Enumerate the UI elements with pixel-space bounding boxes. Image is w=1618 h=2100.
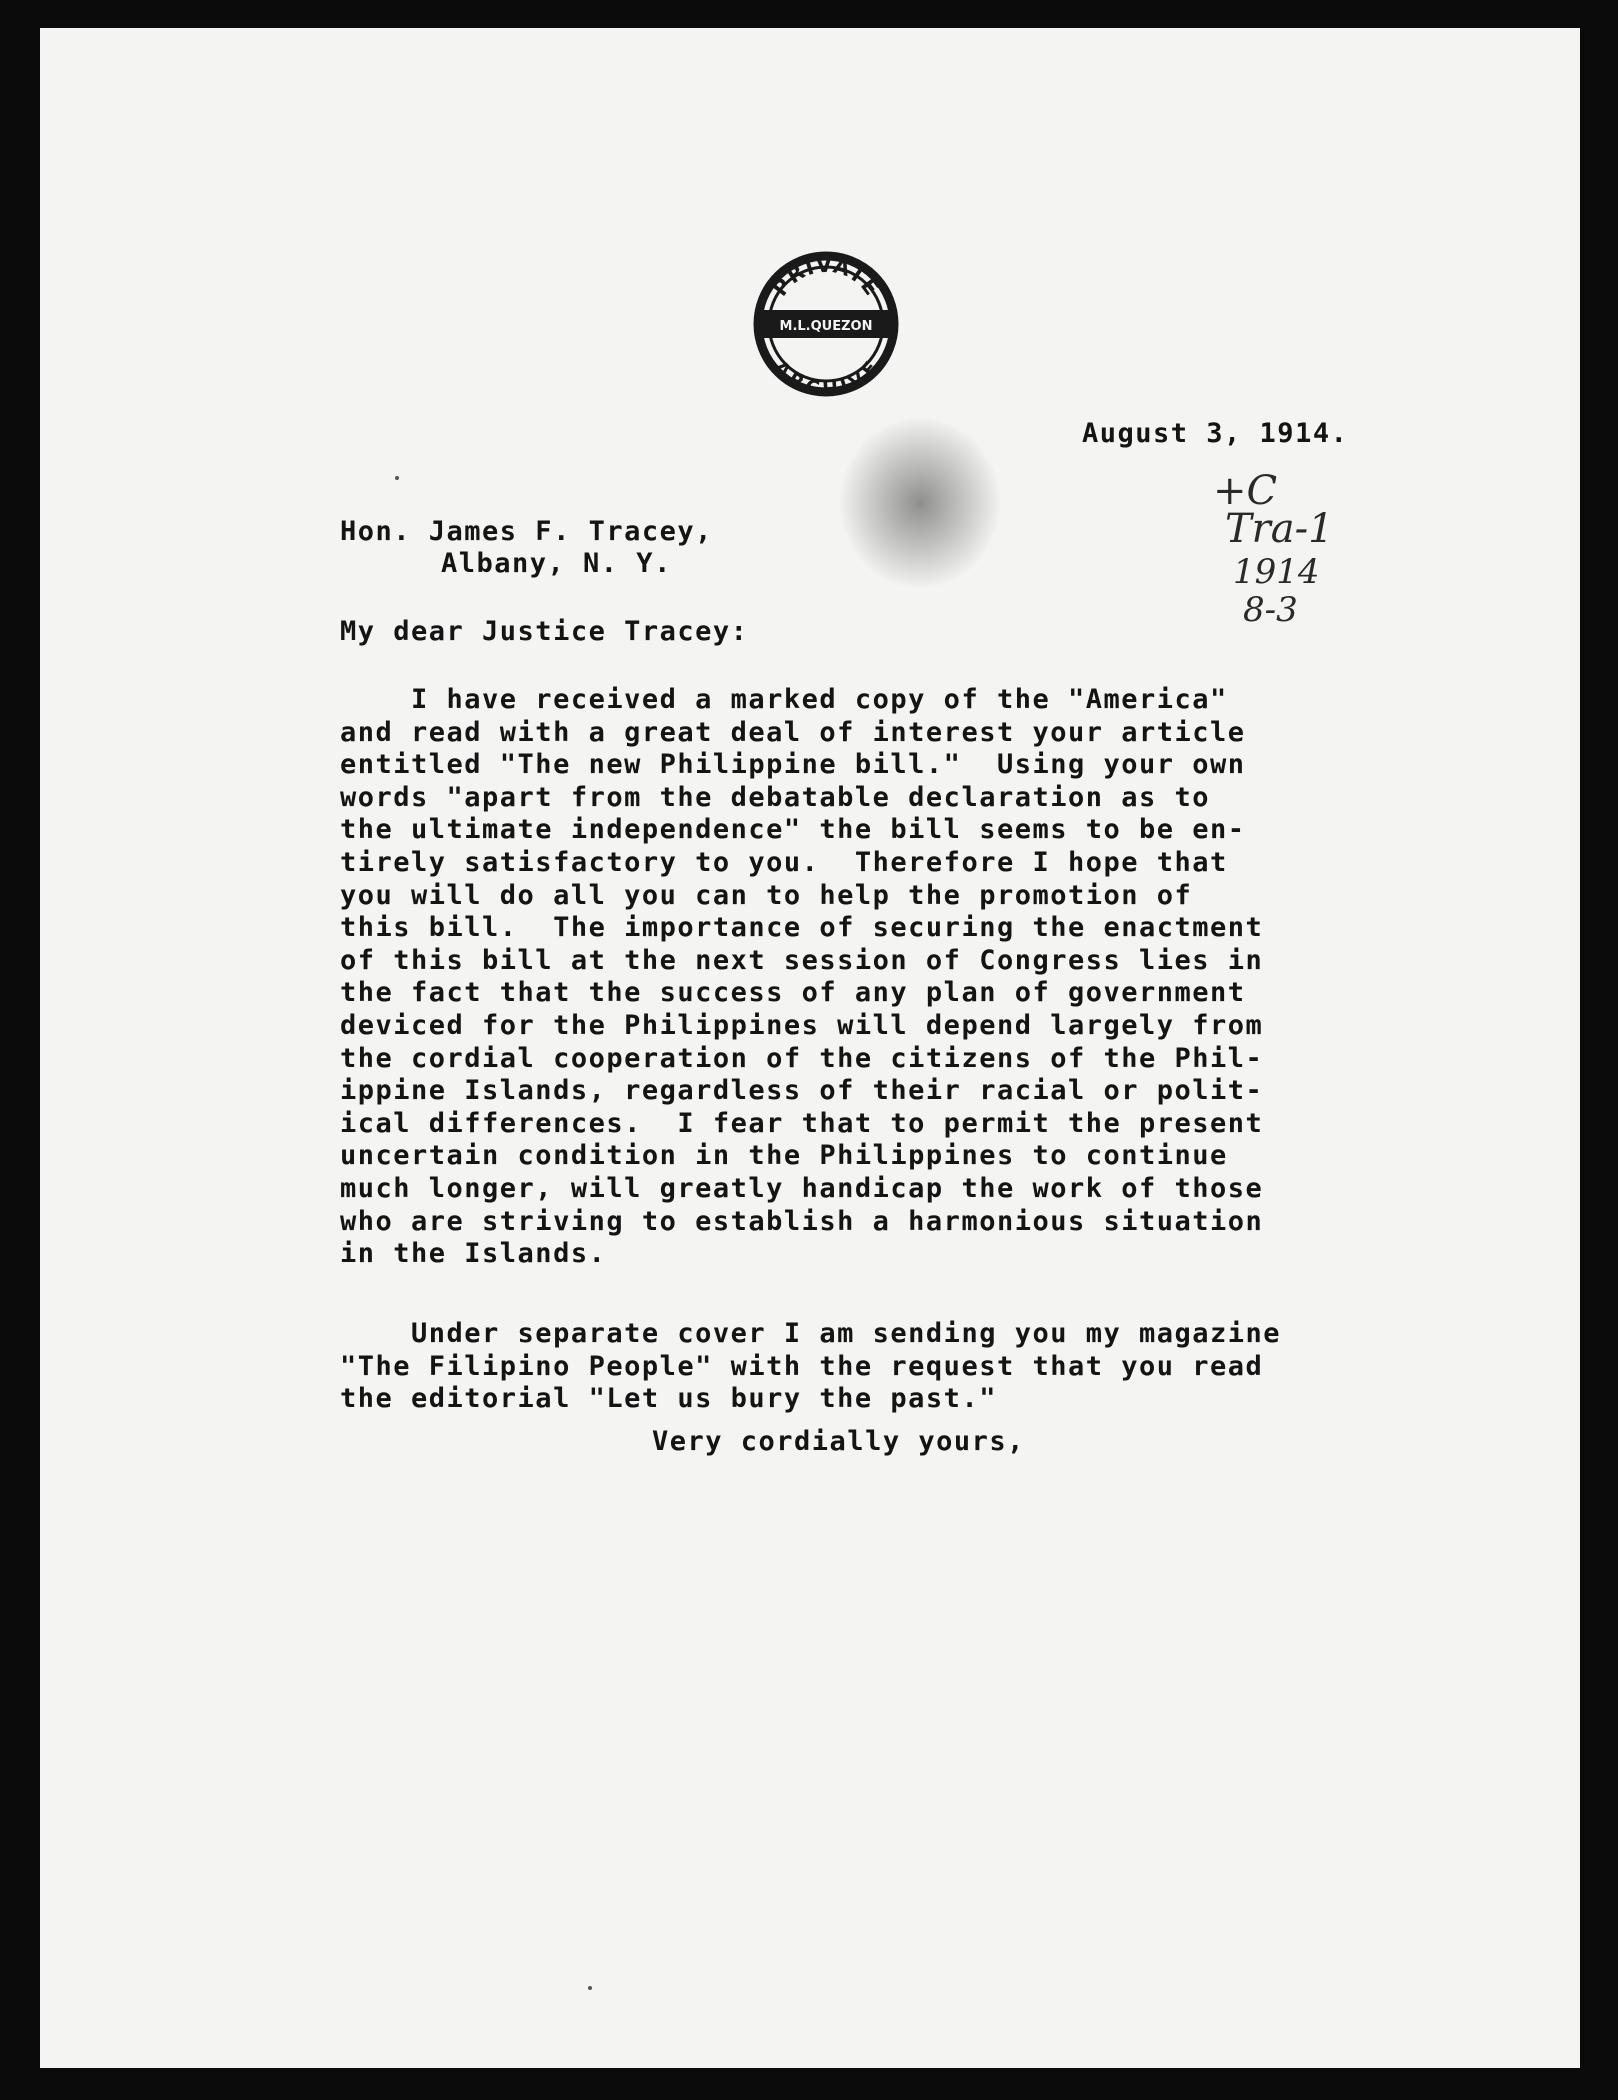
body-paragraph-1 <box>340 684 1263 1271</box>
letter-date: August 3, 1914. <box>1082 418 1349 449</box>
handwritten-line: 8-3 <box>1243 590 1298 630</box>
closing: Very cordially yours, <box>652 1426 1025 1457</box>
archive-stamp <box>752 250 900 398</box>
letter-line: Under separate cover I am sending you my magazine <box>340 1318 1282 1349</box>
letter-line: uncertain condition in the Philippines to continue <box>340 1140 1228 1172</box>
salutation: My dear Justice Tracey: <box>340 616 749 647</box>
handwritten-line: +C <box>1213 468 1278 514</box>
stamp-middle-text: M.L.QUEZON <box>779 319 873 334</box>
letter-line: entitled "The new Philippine bill." Using your own <box>340 749 1246 781</box>
letter-line: the editorial "Let us bury the past." <box>340 1383 997 1415</box>
letter-line: ippine Islands, regardless of their racial or polit- <box>340 1075 1264 1107</box>
body-paragraph-2 <box>340 1318 1281 1416</box>
stamp-top-text: PRIVATE <box>767 252 885 301</box>
letter-line: words "apart from the debatable declaration as to <box>340 781 1211 813</box>
letter-line: "The Filipino People" with the request that you read <box>340 1350 1264 1382</box>
letter-line: and read with a great deal of interest your article <box>340 716 1246 748</box>
letter-line: much longer, will greatly handicap the work of those <box>340 1172 1264 1204</box>
letter-line: you will do all you can to help the promotion of <box>340 879 1193 911</box>
handwritten-line: Tra-1 <box>1225 506 1334 552</box>
letter-line: this bill. The importance of securing the enactment <box>340 912 1264 944</box>
letter-line: the ultimate independence" the bill seems to be en- <box>340 814 1246 846</box>
stamp-bottom-text: ARCHIVE <box>769 356 884 398</box>
handwritten-line: 1914 <box>1233 552 1320 592</box>
letter-line: the fact that the success of any plan of government <box>340 977 1246 1009</box>
letter-line: who are striving to establish a harmonious situation <box>340 1205 1264 1237</box>
handwritten-note <box>1205 468 1395 643</box>
letter-line: deviced for the Philippines will depend largely from <box>340 1009 1264 1041</box>
letter-line: of this bill at the next session of Congress lies in <box>340 944 1264 976</box>
speck <box>395 476 399 480</box>
ink-smudge <box>840 418 1000 588</box>
letter-page <box>40 28 1580 2068</box>
letter-line: tirely satisfactory to you. Therefore I hope that <box>340 846 1228 878</box>
recipient-name: Hon. James F. Tracey, <box>340 516 713 547</box>
letter-line: ical differences. I fear that to permit the present <box>340 1107 1264 1139</box>
speck <box>588 1986 592 1990</box>
recipient-location: Albany, N. Y. <box>441 548 672 579</box>
letter-line: I have received a marked copy of the "America" <box>340 684 1228 715</box>
letter-line: the cordial cooperation of the citizens of the Phil- <box>340 1042 1264 1074</box>
letter-line: in the Islands. <box>340 1238 607 1270</box>
